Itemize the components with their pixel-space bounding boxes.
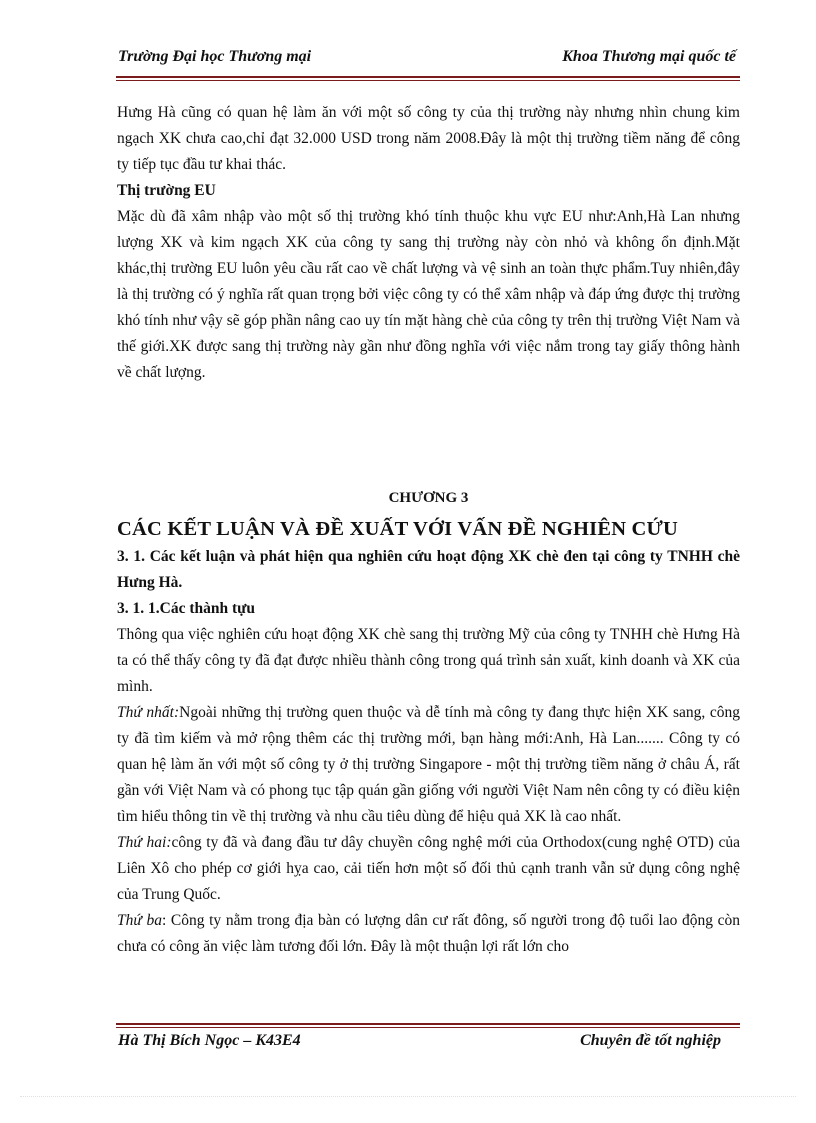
second-text: công ty đã và đang đầu tư dây chuyền công nghệ mới của Orthodox(cung nghệ OTD) của Liên Xô cho phép cơ giới hỵa cao, cải tiến hơn một số đối thủ cạnh tranh vẫn sử dụng công nghệ của Trung Quốc. [117, 834, 740, 903]
header-university: Trường Đại học Thương mại [118, 48, 312, 65]
second-label: Thứ hai: [117, 834, 172, 851]
header-rule-thin [116, 80, 740, 81]
body-chapter [117, 514, 740, 960]
eu-market-heading: Thị trường EU [117, 182, 216, 199]
footer-rule-thick [116, 1023, 740, 1025]
paragraph-second [117, 830, 740, 908]
paragraph-market-intro: Hưng Hà cũng có quan hệ làm ăn với một số công ty của thị trường này nhưng nhìn chung kim ngạch XK chưa cao,chỉ đạt 32.000 USD trong năm 2008.Đây là một thị trường tiềm năng để công ty tiếp tục đầu tư khai thác. [117, 104, 740, 173]
section-heading-3-1-1: 3. 1. 1.Các thành tựu [117, 600, 256, 617]
chapter-title: CÁC KẾT LUẬN VÀ ĐỀ XUẤT VỚI VẤN ĐỀ NGHIÊN CỨU [117, 518, 679, 540]
page-header [118, 48, 736, 70]
header-rule-thick [116, 76, 740, 78]
first-label: Thứ nhất: [117, 704, 180, 721]
first-text: Ngoài những thị trường quen thuộc và dễ tính mà công ty đang thực hiện XK sang, công ty đã tìm kiếm và mở rộng thêm các thị trường mới, bạn hàng mới:Anh, Hà Lan....... Công ty có quan hệ làm ăn với một số công ty ở thị trường Singapore - một thị trường tiềm năng ở châu Á, rất gần với Việt Nam và có phong tục tập quán gần giống với người Việt Nam nên công ty có điều kiện tìm hiểu thông tin về thị trường và nhu cầu tiêu dùng để hiệu quả XK là cao nhất. [117, 704, 741, 825]
paragraph-third [117, 908, 740, 960]
chapter-number: CHƯƠNG 3 [388, 490, 469, 506]
footer-author: Hà Thị Bích Ngọc – K43E4 [118, 1032, 301, 1049]
footer-rule-thin [116, 1027, 740, 1028]
header-faculty: Khoa Thương mại quốc tế [562, 48, 736, 65]
footer-doc-type: Chuyên đề tốt nghiệp [580, 1032, 721, 1049]
paragraph-achievements-intro: Thông qua việc nghiên cứu hoạt động XK chè sang thị trường Mỹ của công ty TNHH chè Hưng Hà ta có thể thấy công ty đã đạt được nhiều thành công trong quá trình sản xuất, kinh doanh và XK của mình. [117, 626, 740, 695]
body-top [117, 100, 740, 386]
third-label: Thứ ba [117, 912, 162, 929]
page-footer [118, 1032, 721, 1054]
third-text: : Công ty nằm trong địa bàn có lượng dân cư rất đông, số người trong độ tuổi lao động còn chưa có công ăn việc làm tương đối lớn. Đây là một thuận lợi rất lớn cho [117, 912, 741, 955]
paragraph-eu-market: Mặc dù đã xâm nhập vào một số thị trường khó tính thuộc khu vực EU như:Anh,Hà Lan nhưng lượng XK và kim ngạch XK của công ty sang thị trường này còn nhỏ và không ổn định.Mặt khác,thị trường EU luôn yêu cầu rất cao về chất lượng và vệ sinh an toàn thực phẩm.Tuy nhiên,đây là thị trường có ý nghĩa rất quan trọng bởi việc công ty có thể xâm nhập và đáp ứng được thị trường khó tính như vậy sẽ góp phần nâng cao uy tín mặt hàng chè của công ty trên thị trường Việt Nam và thế giới.XK được sang thị trường này gần như đồng nghĩa với việc nắm trong tay giấy thông hành về chất lượng. [117, 208, 740, 381]
section-heading-3-1: 3. 1. Các kết luận và phát hiện qua nghiên cứu hoạt động XK chè đen tại công ty TNHH chè Hưng Hà. [117, 548, 740, 591]
paragraph-first [117, 700, 740, 830]
page-bottom-dotted-divider [20, 1096, 796, 1097]
